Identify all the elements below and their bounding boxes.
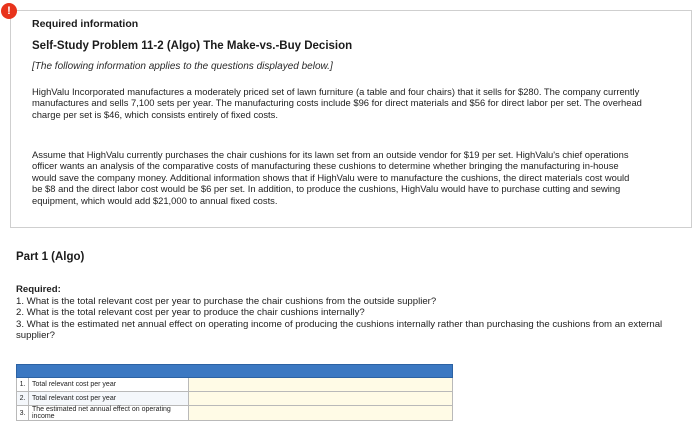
row-number: 1. bbox=[17, 378, 29, 392]
row-label: Total relevant cost per year bbox=[29, 392, 189, 406]
row-number: 3. bbox=[17, 406, 29, 421]
question-1: 1. What is the total relevant cost per year to purchase the chair cushions from the outside supplier? bbox=[16, 295, 437, 307]
answer-input-3[interactable] bbox=[189, 406, 453, 421]
problem-paragraph-2: Assume that HighValu currently purchases the chair cushions for its lawn set from an outside vendor for $19 per set. HighValu's chief operations officer wants an analysis of the comparative costs of manufacturing these cushions to determine whether bringing the manufacturing in-house would save the company money. Additional information shows that if HighValu were to manufacture the cushions, the direct materials cost would be $8 and the direct labor cost would be $6 per set. In addition, to produce the cushions, HighValu would have to purchase cutting and sewing equipment, which would add $21,000 to annual fixed costs. bbox=[32, 149, 630, 206]
table-row bbox=[17, 406, 453, 421]
alert-icon: ! bbox=[1, 3, 17, 19]
problem-paragraph-1: HighValu Incorporated manufactures a moderately priced set of lawn furniture (a table and four chairs) that it sells for $280. The company currently manufactures and sells 7,100 sets per year. The manufacturing costs include $96 for direct materials and $56 for direct labor per set. The overhead charge per set is $46, which consists entirely of fixed costs. bbox=[32, 86, 642, 120]
answer-table-header bbox=[17, 365, 453, 378]
required-information-heading: Required information bbox=[32, 18, 139, 30]
required-label: Required: bbox=[16, 284, 61, 295]
problem-title: Self-Study Problem 11-2 (Algo) The Make-vs.-Buy Decision bbox=[32, 40, 353, 52]
row-label: Total relevant cost per year bbox=[29, 378, 189, 392]
applies-note: [The following information applies to the questions displayed below.] bbox=[32, 61, 333, 72]
question-3: 3. What is the estimated net annual effect on operating income of producing the cushions internally rather than purchasing the cushions from an external supplier? bbox=[16, 318, 663, 342]
required-questions bbox=[16, 284, 666, 342]
answer-table bbox=[16, 364, 453, 421]
table-row bbox=[17, 378, 453, 392]
answer-table-header-cell bbox=[17, 365, 453, 378]
table-row bbox=[17, 392, 453, 406]
question-2: 2. What is the total relevant cost per year to produce the chair cushions internally? bbox=[16, 307, 365, 319]
part-title: Part 1 (Algo) bbox=[16, 251, 85, 263]
row-number: 2. bbox=[17, 392, 29, 406]
answer-input-1[interactable] bbox=[189, 378, 453, 392]
row-label: The estimated net annual effect on operating income bbox=[29, 406, 189, 421]
answer-input-2[interactable] bbox=[189, 392, 453, 406]
